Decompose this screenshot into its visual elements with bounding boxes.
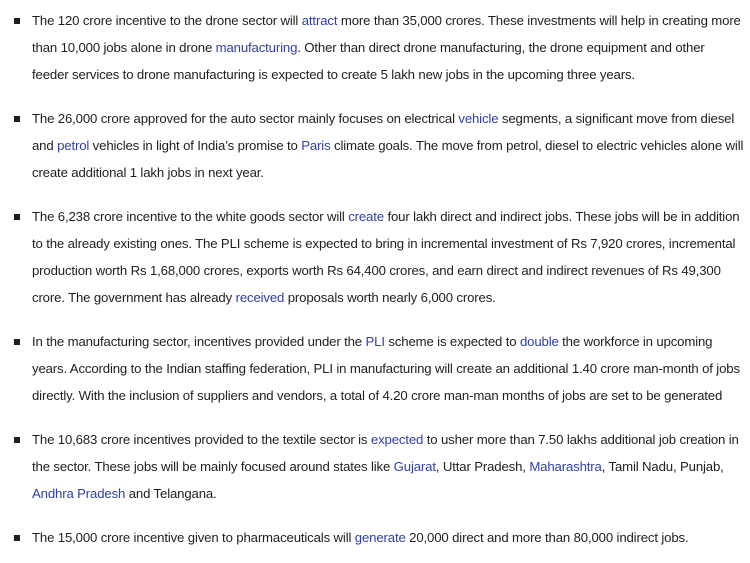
bullet-list xyxy=(12,7,744,551)
bullet-text xyxy=(32,209,739,305)
keyword-link[interactable]: generate xyxy=(354,530,406,545)
text-segment: vehicles in light of India’s promise to xyxy=(89,138,302,153)
text-segment: The 26,000 crore approved for the auto sector mainly focuses on electrical xyxy=(32,111,459,126)
keyword-link[interactable]: expected xyxy=(370,432,424,447)
text-segment: The 10,683 crore incentives provided to the textile sector is xyxy=(32,432,371,447)
text-segment: proposals worth nearly 6,000 crores. xyxy=(284,290,496,305)
bullet-marker-icon xyxy=(14,18,20,24)
text-segment: the workforce in upcoming years. According to the Indian staffing federation, PLI in manufacturing will create an additional 1.40 crore man-month of jobs directly. With the inclusion of suppliers and vendors, a total of 4.20 crore man-man months of jobs are set to be generated xyxy=(32,334,740,403)
bullet-item xyxy=(12,7,744,88)
text-segment: The 15,000 crore incentive given to pharmaceuticals will xyxy=(32,530,355,545)
bullet-marker-icon xyxy=(14,116,20,122)
text-segment: to usher more than 7.50 lakhs additional job creation in the sector. These jobs will be mainly focused around states like xyxy=(32,432,739,474)
keyword-link[interactable]: PLI xyxy=(365,334,385,349)
keyword-link[interactable]: double xyxy=(519,334,559,349)
text-segment: four lakh direct and indirect jobs. These jobs will be in addition to the already existing ones. The PLI scheme is expected to bring in incremental investment of Rs 7,920 crores, incremental production worth Rs 1,68,000 crores, exports worth Rs 64,400 crores, and earn direct and indirect revenues of Rs 49,300 crore. The government has already xyxy=(32,209,740,305)
text-segment: and Telangana. xyxy=(125,486,217,501)
bullet-text xyxy=(32,432,739,501)
bullet-text xyxy=(32,111,743,180)
keyword-link[interactable]: received xyxy=(235,290,285,305)
text-segment: segments, a significant move from diesel and xyxy=(32,111,735,153)
bullet-marker-icon xyxy=(14,214,20,220)
text-segment: climate goals. The move from petrol, diesel to electric vehicles alone will create additional 1 lakh jobs in next year. xyxy=(32,138,744,180)
bullet-text xyxy=(32,334,740,403)
bullet-item xyxy=(12,426,744,507)
text-segment: scheme is expected to xyxy=(384,334,520,349)
text-segment: . Other than direct drone manufacturing, the drone equipment and other feeder services to drone manufacturing is expected to create 5 lakh new jobs in the upcoming three years. xyxy=(32,40,705,82)
text-segment: , Tamil Nadu, Punjab, xyxy=(601,459,724,474)
bullet-marker-icon xyxy=(14,339,20,345)
bullet-item xyxy=(12,524,744,551)
keyword-link[interactable]: manufacturing xyxy=(215,40,298,55)
bullet-item xyxy=(12,203,744,311)
bullet-marker-icon xyxy=(14,535,20,541)
keyword-link[interactable]: Maharashtra xyxy=(529,459,602,474)
text-segment: The 6,238 crore incentive to the white goods sector will xyxy=(32,209,349,224)
text-segment: In the manufacturing sector, incentives provided under the xyxy=(32,334,366,349)
keyword-link[interactable]: Gujarat xyxy=(393,459,436,474)
bullet-text xyxy=(32,530,688,545)
text-segment: , Uttar Pradesh, xyxy=(435,459,530,474)
keyword-link[interactable]: attract xyxy=(301,13,338,28)
keyword-link[interactable]: vehicle xyxy=(458,111,499,126)
keyword-link[interactable]: petrol xyxy=(57,138,90,153)
text-segment: 20,000 direct and more than 80,000 indirect jobs. xyxy=(405,530,689,545)
text-segment: The 120 crore incentive to the drone sector will xyxy=(32,13,302,28)
keyword-link[interactable]: Paris xyxy=(301,138,331,153)
bullet-item xyxy=(12,328,744,409)
bullet-text xyxy=(32,13,741,82)
bullet-item xyxy=(12,105,744,186)
keyword-link[interactable]: create xyxy=(348,209,384,224)
text-segment: more than 35,000 crores. These investments will help in creating more than 10,000 jobs alone in drone xyxy=(32,13,741,55)
bullet-marker-icon xyxy=(14,437,20,443)
keyword-link[interactable]: Andhra Pradesh xyxy=(32,486,126,501)
